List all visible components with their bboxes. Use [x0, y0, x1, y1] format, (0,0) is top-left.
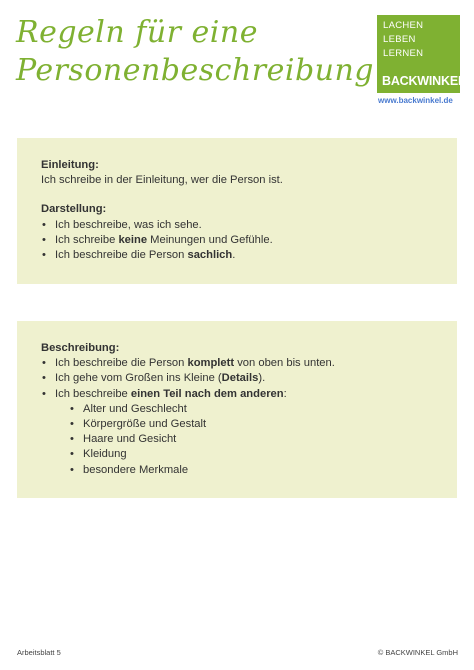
page-title: [16, 14, 375, 90]
list-item-text: Meinungen und Gefühle.: [147, 233, 273, 246]
logo-slogan: [383, 19, 454, 61]
list-item: [41, 356, 433, 371]
list-item: [41, 233, 433, 248]
sub-list: [55, 402, 433, 478]
intro-box: [17, 138, 457, 284]
darstellung-list: [41, 218, 433, 264]
list-item-text: Ich beschreibe die Person: [55, 357, 188, 370]
logo-line-2: LEBEN: [383, 34, 416, 45]
heading-darstellung: Darstellung:: [41, 203, 107, 216]
footer-worksheet-label: Arbeitsblatt 5: [17, 648, 61, 657]
logo-line-1: LACHEN: [383, 20, 424, 31]
list-item-bold: einen Teil nach dem anderen: [130, 387, 284, 400]
logo-brand: BACKWINKEL: [382, 74, 466, 88]
list-item: [41, 387, 433, 478]
footer-copyright: © BACKWINKEL GmbH: [377, 648, 458, 657]
list-item-bold: komplett: [187, 357, 235, 370]
description-box: [17, 321, 457, 498]
sub-list-item: • Körpergröße und Gestalt: [69, 417, 433, 432]
list-item-text: Ich gehe vom Großen ins Kleine (: [55, 372, 222, 385]
list-item-bold: keine: [118, 233, 148, 246]
list-item-text: von oben bis unten.: [234, 357, 335, 370]
logo-line-3: LERNEN: [383, 48, 424, 59]
sub-list-item: • besondere Merkmale: [69, 463, 433, 478]
list-item-bold: Details: [221, 372, 259, 385]
title-line-2: Personenbeschreibung: [16, 53, 375, 88]
list-item: [41, 248, 433, 263]
sub-list-item: • Alter und Geschlecht: [69, 402, 433, 417]
list-item-text: :: [283, 387, 287, 400]
list-item-text: ).: [258, 372, 266, 385]
heading-beschreibung: Beschreibung:: [41, 342, 120, 354]
text-einleitung: Ich schreibe in der Einleitung, wer die Person ist.: [41, 174, 283, 187]
list-item-text: Ich beschreibe die Person: [55, 249, 188, 262]
list-item-text: Ich beschreibe, was ich sehe.: [55, 218, 202, 231]
list-item-bold: sachlich: [187, 249, 233, 262]
list-item-text: Ich beschreibe: [55, 387, 131, 400]
list-item: [41, 371, 433, 386]
sub-list-item: • Haare und Gesicht: [69, 432, 433, 447]
list-item: [41, 218, 433, 233]
backwinkel-logo: [377, 15, 466, 93]
logo-url-link[interactable]: www.backwinkel.de: [378, 96, 453, 105]
title-line-1: Regeln für eine: [16, 15, 258, 50]
beschreibung-list: [41, 356, 433, 478]
sub-list-item: • Kleidung: [69, 447, 433, 462]
list-item-text: .: [232, 249, 236, 262]
heading-einleitung: Einleitung:: [41, 159, 99, 171]
list-item-text: Ich schreibe: [55, 233, 119, 246]
